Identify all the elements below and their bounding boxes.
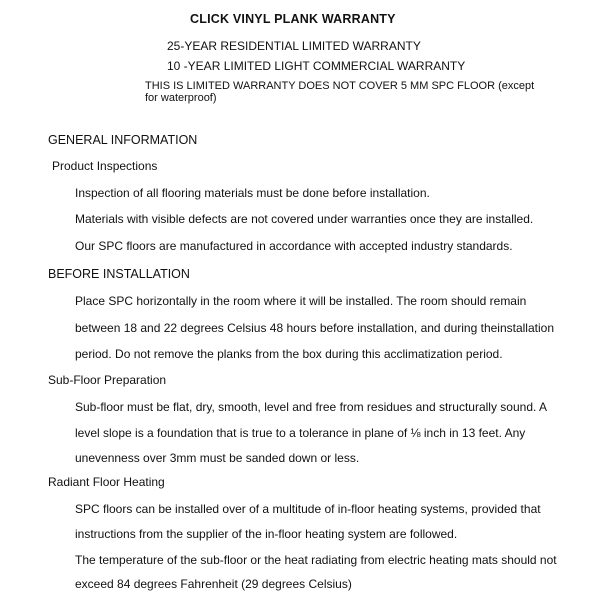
residential-warranty-line: 25-YEAR RESIDENTIAL LIMITED WARRANTY [167,39,421,53]
paragraph-line: SPC floors can be installed over of a multitude of in-floor heating systems, provided that [75,502,541,516]
paragraph-line: Inspection of all flooring materials must be done before installation. [75,186,430,200]
paragraph-line: level slope is a foundation that is true to a tolerance in plane of ⅛ inch in 13 feet. Any [75,426,526,440]
paragraph-line: period. Do not remove the planks from the box during this acclimatization period. [75,347,503,361]
paragraph-line: Place SPC horizontally in the room where it will be installed. The room should remain [75,294,527,308]
paragraph-line: between 18 and 22 degrees Celsius 48 hours before installation, and during theinstallation [75,321,554,335]
subheading-product-inspections: Product Inspections [52,159,158,173]
paragraph-line: unevenness over 3mm must be sanded down or less. [75,451,360,465]
section-heading-general-information: GENERAL INFORMATION [48,133,198,147]
paragraph-line: Materials with visible defects are not covered under warranties once they are installed. [75,212,534,226]
document-title: CLICK VINYL PLANK WARRANTY [190,12,396,26]
section-heading-before-installation: BEFORE INSTALLATION [48,267,190,281]
paragraph-line: instructions from the supplier of the in-floor heating system are followed. [75,527,458,541]
subheading-radiant-floor-heating: Radiant Floor Heating [48,475,165,489]
paragraph-line: exceed 84 degrees Fahrenheit (29 degrees Celsius) [75,577,352,591]
commercial-warranty-line: 10 -YEAR LIMITED LIGHT COMMERCIAL WARRANTY [167,59,466,73]
paragraph-line: Sub-floor must be flat, dry, smooth, level and free from residues and structurally sound. A [75,400,548,414]
paragraph-line: Our SPC floors are manufactured in accordance with accepted industry standards. [75,239,513,253]
warranty-exclusion-notice: THIS IS LIMITED WARRANTY DOES NOT COVER 5 MM SPC FLOOR (except for waterproof) [145,80,535,104]
subheading-sub-floor-preparation: Sub-Floor Preparation [48,373,167,387]
paragraph-line: The temperature of the sub-floor or the heat radiating from electric heating mats should not [75,553,557,567]
